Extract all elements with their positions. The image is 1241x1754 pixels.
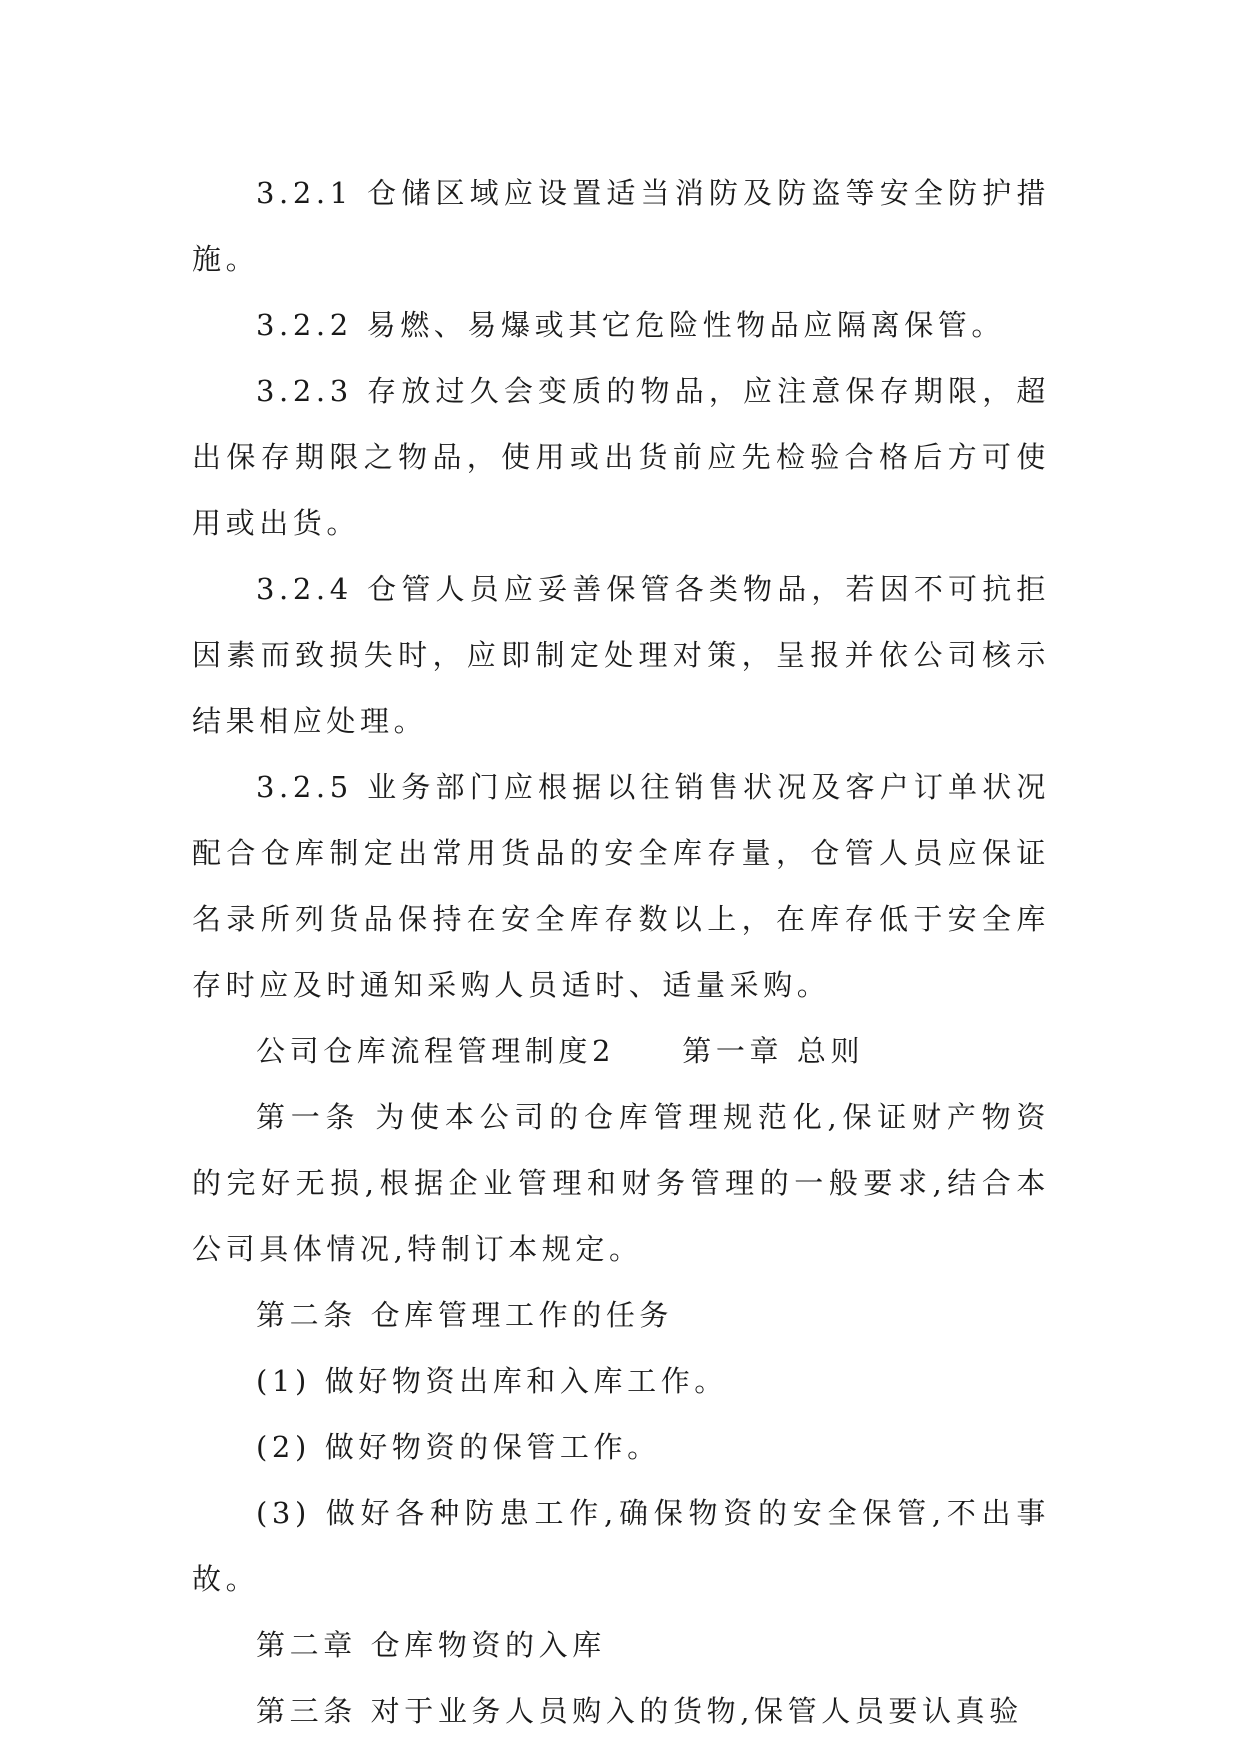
- paragraph-3-2-1: 3.2.1 仓储区域应设置适当消防及防盗等安全防护措施。: [192, 176, 1050, 276]
- paragraph-3-2-2: 3.2.2 易燃、易爆或其它危险性物品应隔离保管。: [256, 308, 1006, 342]
- paragraph-3-2-3: 3.2.3 存放过久会变质的物品，应注意保存期限，超出保存期限之物品，使用或出货前应先检验合格后方可使用或出货。: [192, 374, 1050, 540]
- section-heading-chapter-1: 公司仓库流程管理制度2 第一章 总则: [256, 1034, 865, 1068]
- article-2-heading: 第二条 仓库管理工作的任务: [256, 1298, 674, 1332]
- document-page: [192, 160, 1050, 1744]
- article-2-item-1: (1) 做好物资出库和入库工作。: [256, 1364, 728, 1398]
- chapter-2-heading: 第二章 仓库物资的入库: [256, 1628, 606, 1662]
- article-3: 第三条 对于业务人员购入的货物,保管人员要认真验: [256, 1694, 1023, 1728]
- article-2-item-3: (3) 做好各种防患工作,确保物资的安全保管,不出事故。: [192, 1496, 1050, 1596]
- paragraph-3-2-5: 3.2.5 业务部门应根据以往销售状况及客户订单状况配合仓库制定出常用货品的安全库存量，仓管人员应保证名录所列货品保持在安全库存数以上，在库存低于安全库存时应及时通知采购人员适时、适量采购。: [192, 770, 1050, 1002]
- article-2-item-2: (2) 做好物资的保管工作。: [256, 1430, 661, 1464]
- article-1: 第一条 为使本公司的仓库管理规范化,保证财产物资的完好无损,根据企业管理和财务管理的一般要求,结合本公司具体情况,特制订本规定。: [192, 1100, 1050, 1266]
- paragraph-3-2-4: 3.2.4 仓管人员应妥善保管各类物品，若因不可抗拒因素而致损失时，应即制定处理对策，呈报并依公司核示结果相应处理。: [192, 572, 1050, 738]
